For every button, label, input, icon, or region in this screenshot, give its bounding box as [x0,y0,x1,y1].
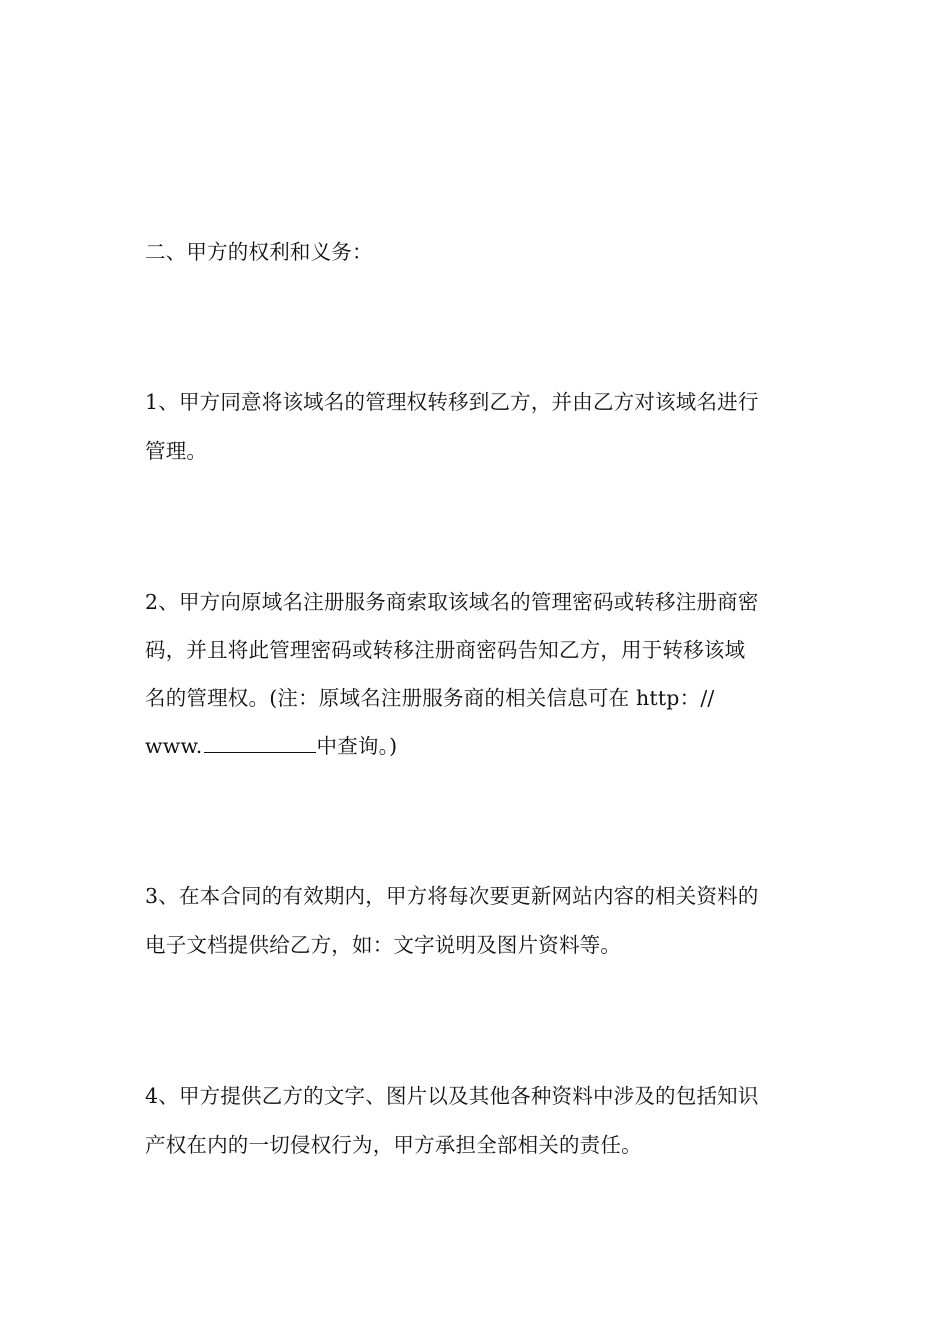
item-4-line-1: 4、甲方提供乙方的文字、图片以及其他各种资料中涉及的包括知识 [145,1084,759,1108]
item-3-line-1: 3、在本合同的有效期内，甲方将每次要更新网站内容的相关资料的 [145,884,759,908]
item-2-line-2: 码，并且将此管理密码或转移注册商密码告知乙方，用于转移该域 [145,638,746,662]
item-2-line-1: 2、甲方向原域名注册服务商索取该域名的管理密码或转移注册商密 [145,590,759,614]
item-2-line-3: 名的管理权。(注：原域名注册服务商的相关信息可在 http：// [145,686,715,710]
item-1-line-2: 管理。 [145,439,208,463]
item-3-line-2: 电子文档提供给乙方，如：文字说明及图片资料等。 [145,933,622,957]
item-2-url-prefix: www. [145,734,203,758]
item-2-url-suffix: 中查询。) [316,734,398,758]
item-4-line-2: 产权在内的一切侵权行为，甲方承担全部相关的责任。 [145,1133,642,1157]
item-1-line-1: 1、甲方同意将该域名的管理权转移到乙方，并由乙方对该域名进行 [145,390,759,414]
url-blank-underline [204,734,316,753]
item-2-line-4 [145,734,815,758]
section-heading: 二、甲方的权利和义务： [145,240,373,264]
